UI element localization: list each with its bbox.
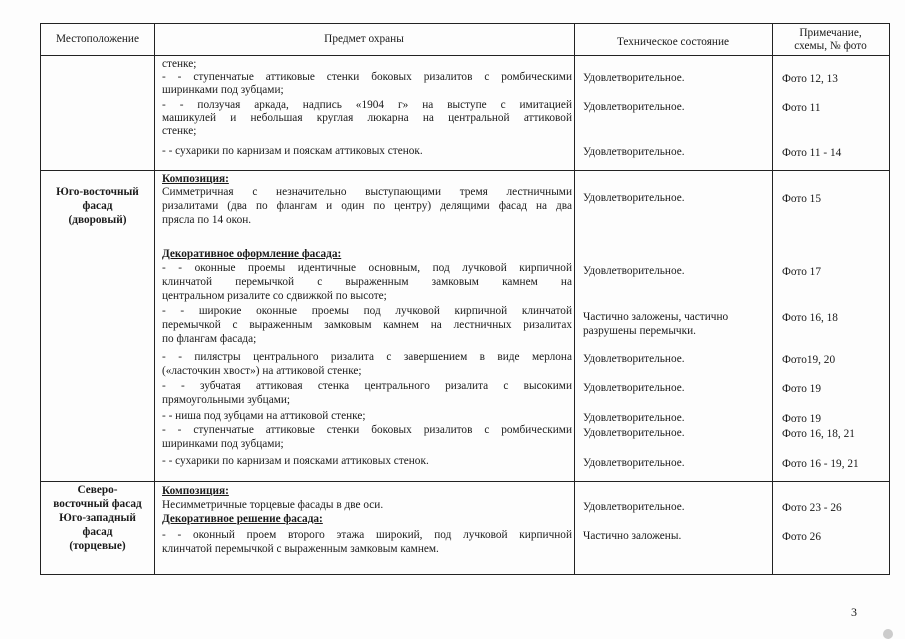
subject-line: - - ступенчатые аттиковые стенки боковых ризалитов с ромбическими (162, 71, 572, 83)
subject-line: - - оконные проемы идентичные основным, под лучковой кирпичной (162, 262, 572, 274)
location-line: фасад (82, 526, 113, 538)
location-line: Юго-западный (59, 512, 136, 524)
photo-note: Фото 11 - 14 (782, 147, 842, 159)
photo-note: Фото 17 (782, 266, 821, 278)
location-line: фасад (82, 200, 113, 212)
subject-line: машикулей и небольшая круглая люкарна на центральной аттиковой (162, 112, 572, 124)
composition-heading: Композиция: (162, 485, 229, 497)
header-condition: Техническое состояние (616, 35, 730, 48)
location-line: Северо- (77, 484, 118, 496)
subject-line: клинчатой перемычкой с выраженным замковым камнем. (162, 543, 439, 555)
condition-text: Удовлетворительное. (583, 265, 685, 277)
heritage-table (40, 23, 890, 575)
condition-text: Удовлетворительное. (583, 146, 685, 158)
location-line: (торцевые) (69, 540, 126, 552)
photo-note: Фото 19 (782, 413, 821, 425)
condition-text: Удовлетворительное. (583, 427, 685, 439)
location-line: восточный фасад (53, 498, 142, 510)
condition-text: разрушены перемычки. (583, 325, 696, 337)
subject-line: - - сухарики по карнизам и поясками аттиковых стенок. (162, 455, 429, 467)
subject-line: - - пилястры центрального ризалита с завершением в виде мерлона (162, 351, 572, 363)
header-location: Местоположение (56, 33, 139, 45)
condition-text: Удовлетворительное. (583, 382, 685, 394)
header-note-line: Примечание, (799, 26, 862, 39)
header-note-line: схемы, № фото (794, 39, 867, 52)
subject-line: - - широкие оконные проемы под лучковой кирпичной клинчатой (162, 305, 572, 317)
subject-line: стенке; (162, 125, 197, 137)
location-line: Юго-восточный (56, 186, 139, 198)
photo-note: Фото 16, 18 (782, 312, 838, 324)
photo-note: Фото19, 20 (782, 354, 836, 366)
page-number: 3 (851, 605, 857, 619)
photo-note: Фото 12, 13 (782, 73, 838, 85)
photo-note: Фото 11 (782, 102, 821, 114)
decor-heading: Декоративное решение фасада: (162, 513, 323, 525)
composition-heading: Композиция: (162, 173, 229, 185)
photo-note: Фото 16 - 19, 21 (782, 458, 859, 470)
condition-text: Удовлетворительное. (583, 353, 685, 365)
subject-line: - - ползучая аркада, надпись «1904 г» на выступе с имитацией (162, 99, 572, 111)
subject-line: прямоугольными зубцами; (162, 394, 291, 406)
row-divider (41, 170, 889, 171)
condition-text: Удовлетворительное. (583, 72, 685, 84)
photo-note: Фото 26 (782, 531, 821, 543)
header-subject: Предмет охраны (324, 33, 404, 45)
subject-line: клинчатой перемычкой с выраженным замковым камнем на (162, 276, 572, 288)
subject-line: перемычкой с выраженным замковым камнем на лестничных ризалитах (162, 319, 572, 331)
condition-text: Удовлетворительное. (583, 412, 685, 424)
photo-note: Фото 19 (782, 383, 821, 395)
subject-line: по флангам фасада; (162, 333, 257, 345)
subject-line: центральном ризалите со сдвижкой по высоте; (162, 290, 387, 302)
photo-note: Фото 15 (782, 193, 821, 205)
decor-heading: Декоративное оформление фасада: (162, 248, 342, 260)
subject-line: ширинками под зубцами; (162, 438, 284, 450)
photo-note: Фото 16, 18, 21 (782, 428, 855, 440)
subject-line: прясла по 14 окон. (162, 214, 252, 226)
condition-text: Частично заложены. (583, 530, 682, 542)
subject-line: Симметричная с незначительно выступающими тремя лестничными (162, 186, 572, 198)
subject-line: - - ниша под зубцами на аттиковой стенке; (162, 410, 366, 422)
column-divider (574, 24, 575, 574)
subject-line: ширинками под зубцами; (162, 84, 284, 96)
subject-line: - - зубчатая аттиковая стенка центрального ризалита с высокими (162, 380, 572, 392)
photo-note: Фото 23 - 26 (782, 502, 842, 514)
subject-line: - - оконный проем второго этажа широкий, под лучковой кирпичной (162, 529, 572, 541)
column-divider (772, 24, 773, 574)
condition-text: Удовлетворительное. (583, 101, 685, 113)
row-divider (41, 481, 889, 482)
subject-line: - - ступенчатые аттиковые стенки боковых ризалитов с ромбическими (162, 424, 572, 436)
condition-text: Удовлетворительное. (583, 501, 685, 513)
subject-line: Несимметричные торцевые фасады в две оси. (162, 499, 384, 511)
subject-line: стенке; (162, 58, 197, 70)
condition-text: Удовлетворительное. (583, 192, 685, 204)
subject-line: ризалитами (два по флангам и один по центру) делящими фасад на два (162, 200, 572, 212)
scan-mark (883, 629, 893, 639)
location-line: (дворовый) (68, 214, 127, 226)
condition-text: Частично заложены, частично (583, 311, 729, 323)
subject-line: («ласточкин хвост») на аттиковой стенке; (162, 365, 362, 377)
condition-text: Удовлетворительное. (583, 457, 685, 469)
subject-line: - - сухарики по карнизам и пояскам аттиковых стенок. (162, 145, 423, 157)
header-divider (41, 55, 889, 56)
column-divider (154, 24, 155, 574)
header-note (772, 24, 889, 55)
